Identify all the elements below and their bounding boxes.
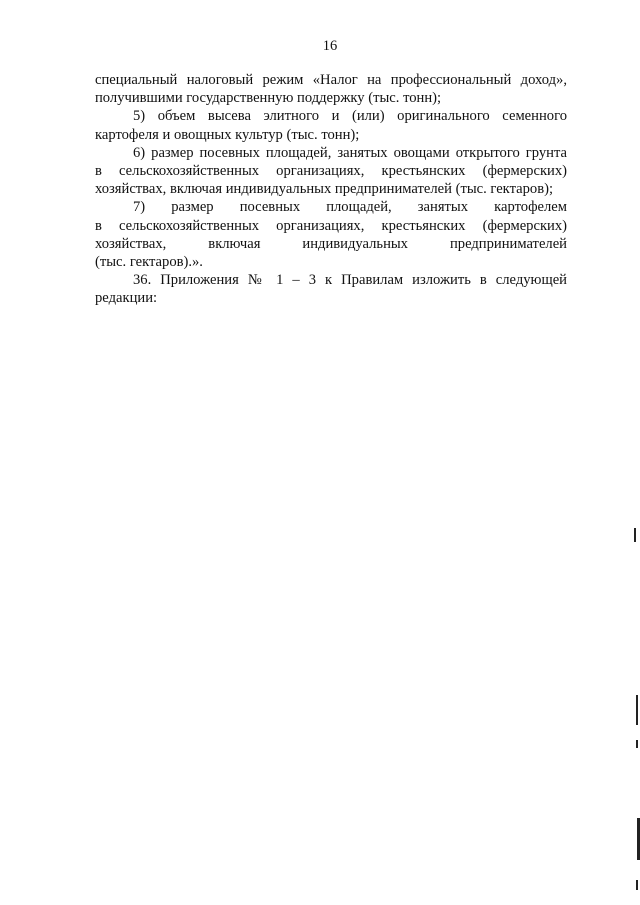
paragraph-item-5 [95,107,567,143]
text-line: 6) размер посевных площадей, занятых овощами открытого грунта [133,144,567,161]
paragraph-continuation [95,71,567,107]
text-line: редакции: [95,290,158,307]
text-line: хозяйствах, включая индивидуальных предпринимателей [95,235,567,252]
text-line: специальный налоговый режим «Налог на профессиональный доход», [95,72,567,88]
document-body [95,71,567,308]
paragraph-item-6 [95,144,567,199]
paragraph-item-7 [95,198,567,271]
paragraph-item-36 [95,271,567,307]
text-line: 36. Приложения № 1 – 3 к Правилам изложить в следующей [133,272,567,289]
text-line: 5) объем высева элитного и (или) оригинального семенного [133,108,567,125]
text-line: получившими государственную поддержку (тыс. тонн); [95,90,442,107]
scan-edge-mark [636,740,638,748]
scan-edge-mark [634,528,636,542]
text-line: в сельскохозяйственных организациях, крестьянских (фермерских) [95,217,567,234]
text-line: картофеля и овощных культур (тыс. тонн); [95,126,360,143]
text-line: хозяйствах, включая индивидуальных предпринимателей (тыс. гектаров); [95,181,554,198]
page-number: 16 [322,38,338,54]
scan-edge-mark [636,880,638,890]
text-line: (тыс. гектаров).». [95,254,203,271]
scan-edge-mark [636,695,638,725]
text-line: 7) размер посевных площадей, занятых картофелем [133,199,567,216]
text-line: в сельскохозяйственных организациях, крестьянских (фермерских) [95,163,567,180]
